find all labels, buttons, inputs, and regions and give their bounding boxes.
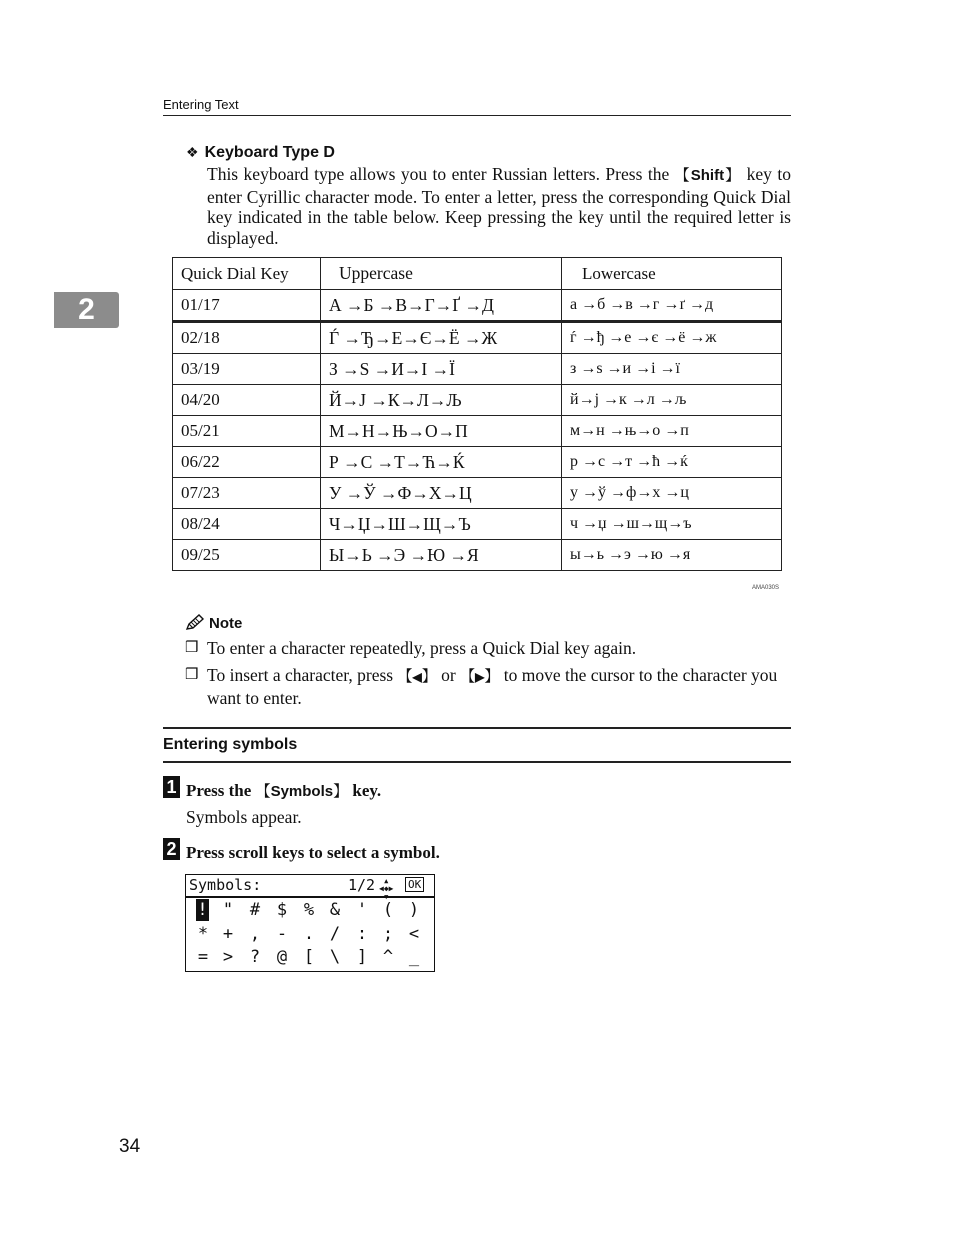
quick-dial-key-cell: 07/23 xyxy=(173,478,321,509)
lcd-symbols-screen xyxy=(185,874,435,972)
header-rule xyxy=(163,115,791,116)
step-2-badge: 2 xyxy=(163,838,180,860)
note-item-text-part: To insert a character, press xyxy=(207,665,398,685)
left-arrow-key-label: 【◀】 xyxy=(397,669,437,685)
table-header-cell: Quick Dial Key xyxy=(173,258,321,290)
shift-key-label: 【Shift】 xyxy=(674,167,742,184)
quick-dial-key-cell: 09/25 xyxy=(173,540,321,571)
lcd-symbol: > xyxy=(222,947,234,967)
uppercase-cell: З →Ѕ →И→І →Ї xyxy=(321,354,562,385)
lcd-symbol: _ xyxy=(408,947,420,967)
lcd-symbol: ' xyxy=(356,900,368,920)
quick-dial-key-cell: 02/18 xyxy=(173,322,321,354)
table-row xyxy=(173,540,782,571)
lcd-symbol: * xyxy=(197,924,209,944)
lcd-symbol: / xyxy=(329,924,341,944)
uppercase-cell: У →Ў →Ф→Х→Ц xyxy=(321,478,562,509)
pencil-note-icon xyxy=(185,614,205,631)
left-arrow-icon: ◀ xyxy=(412,670,422,684)
keyboard-type-heading xyxy=(186,144,335,162)
lowercase-cell: з →ѕ →и →і →ї xyxy=(562,354,782,385)
page-number: 34 xyxy=(119,1136,141,1157)
uppercase-cell: Ѓ →Ђ→Е→Є→Ё →Ж xyxy=(321,322,562,354)
lcd-symbol: ; xyxy=(382,924,394,944)
quick-dial-key-cell: 06/22 xyxy=(173,447,321,478)
lcd-symbol: : xyxy=(356,924,368,944)
step-1-text: Press the xyxy=(186,781,256,800)
note-item-text: To enter a character repeatedly, press a Quick Dial key again. xyxy=(207,638,637,658)
cyrillic-key-table xyxy=(172,257,782,571)
quick-dial-key-cell: 04/20 xyxy=(173,385,321,416)
lcd-symbol: = xyxy=(197,947,209,967)
table-row xyxy=(173,290,782,322)
lowercase-cell: ѓ →ђ →е →є →ё →ж xyxy=(562,322,782,354)
section-rule-bottom xyxy=(163,761,791,763)
table-row xyxy=(173,354,782,385)
lowercase-cell: р →с →т →ћ →ќ xyxy=(562,447,782,478)
lcd-symbol: , xyxy=(249,924,261,944)
table-row xyxy=(173,385,782,416)
lowercase-cell: м→н →њ→о →п xyxy=(562,416,782,447)
lcd-symbol: $ xyxy=(276,900,288,920)
symbols-key-label: 【Symbols】 xyxy=(255,783,349,800)
note-item xyxy=(185,638,791,659)
table-header-cell: Uppercase xyxy=(321,258,562,290)
right-arrow-key-label: 【▶】 xyxy=(460,669,500,685)
lcd-symbol-row xyxy=(186,923,434,945)
lowercase-cell: ы→ь →э →ю →я xyxy=(562,540,782,571)
symbols-key-text: Symbols xyxy=(270,783,334,800)
uppercase-cell: А →Б →В→Г→Ґ →Д xyxy=(321,290,562,322)
uppercase-cell: М→Н→Њ→О→П xyxy=(321,416,562,447)
checkbox-bullet-icon: ❒ xyxy=(185,640,199,656)
step-1-instruction xyxy=(186,780,381,801)
uppercase-cell: Й→Ј →К→Л→Љ xyxy=(321,385,562,416)
quick-dial-key-cell: 05/21 xyxy=(173,416,321,447)
lcd-symbol: & xyxy=(329,900,341,920)
step-2-instruction: Press scroll keys to select a symbol. xyxy=(186,843,440,862)
lcd-symbol: [ xyxy=(303,947,315,967)
note-item-text-part: or xyxy=(436,665,461,685)
chapter-tab: 2 xyxy=(54,292,119,328)
lcd-symbol: < xyxy=(408,924,420,944)
lcd-ok-button: OK xyxy=(405,877,424,892)
section-title: Entering symbols xyxy=(163,736,298,753)
lcd-symbol: @ xyxy=(276,947,288,967)
lcd-symbol: - xyxy=(276,924,288,944)
lcd-symbol: " xyxy=(222,900,234,920)
lcd-title: Symbols: xyxy=(189,876,262,894)
table-header-cell: Lowercase xyxy=(562,258,782,290)
lcd-symbol: ! xyxy=(197,900,208,920)
lcd-symbol-row xyxy=(186,899,434,921)
lcd-symbol: ) xyxy=(408,900,420,920)
note-item-text-part: to move the cursor to the character you want to enter. xyxy=(207,665,778,708)
lcd-page-indicator: 1/2 xyxy=(348,876,376,894)
note-item-text xyxy=(207,665,791,708)
lowercase-cell: ч →џ →ш→щ→ъ xyxy=(562,509,782,540)
lcd-symbol: ] xyxy=(356,947,368,967)
section-rule-top xyxy=(163,727,791,729)
lcd-symbol: . xyxy=(303,924,315,944)
lcd-symbol: + xyxy=(222,924,234,944)
lcd-symbol: ^ xyxy=(382,947,394,967)
keyboard-description-text: key to enter Cyrillic character mode. To enter a letter, press the corresponding Quick Dial key indicated in the table below. Keep pressing the key until the required letter is displayed. xyxy=(207,164,791,248)
uppercase-cell: Ч→Џ→Ш→Щ→Ъ xyxy=(321,509,562,540)
step-1-text: key. xyxy=(348,781,382,800)
scroll-up-icon: ▲ xyxy=(384,877,389,885)
keyboard-type-title: Keyboard Type D xyxy=(204,144,335,161)
scroll-left-right-icon: ◀◆▶ xyxy=(379,884,394,893)
uppercase-cell: Ы→Ь →Э →Ю →Я xyxy=(321,540,562,571)
quick-dial-key-cell: 01/17 xyxy=(173,290,321,322)
lcd-symbol: ( xyxy=(382,900,394,920)
quick-dial-key-cell: 03/19 xyxy=(173,354,321,385)
note-heading xyxy=(185,614,242,632)
lowercase-cell: й→ј →к →л →љ xyxy=(562,385,782,416)
checkbox-bullet-icon: ❒ xyxy=(185,667,199,683)
table-header-row xyxy=(173,258,782,290)
table-row xyxy=(173,509,782,540)
step-1-result: Symbols appear. xyxy=(186,807,302,827)
lcd-symbol: ? xyxy=(249,947,261,967)
lcd-symbol: \ xyxy=(329,947,341,967)
diamond-bullet-icon: ❖ xyxy=(186,144,199,160)
lcd-symbol: # xyxy=(249,900,261,920)
figure-code: AMA030S xyxy=(752,585,780,591)
table-row xyxy=(173,322,782,354)
table-row xyxy=(173,447,782,478)
lowercase-cell: у →ў →ф→х →ц xyxy=(562,478,782,509)
lcd-separator xyxy=(186,896,434,898)
running-header: Entering Text xyxy=(163,97,239,112)
keyboard-description xyxy=(207,164,791,248)
table-row xyxy=(173,416,782,447)
lcd-symbol: % xyxy=(303,900,315,920)
note-item xyxy=(185,665,791,708)
lowercase-cell: а →б →в →г →ґ →д xyxy=(562,290,782,322)
note-title: Note xyxy=(209,615,243,632)
shift-key-text: Shift xyxy=(690,167,725,184)
table-row xyxy=(173,478,782,509)
lcd-symbol-row xyxy=(186,946,434,968)
keyboard-description-text: This keyboard type allows you to enter Russian letters. Press the xyxy=(207,164,675,184)
step-1-badge: 1 xyxy=(163,776,180,798)
quick-dial-key-cell: 08/24 xyxy=(173,509,321,540)
uppercase-cell: Р →С →Т→Ћ→Ќ xyxy=(321,447,562,478)
right-arrow-icon: ▶ xyxy=(475,670,485,684)
